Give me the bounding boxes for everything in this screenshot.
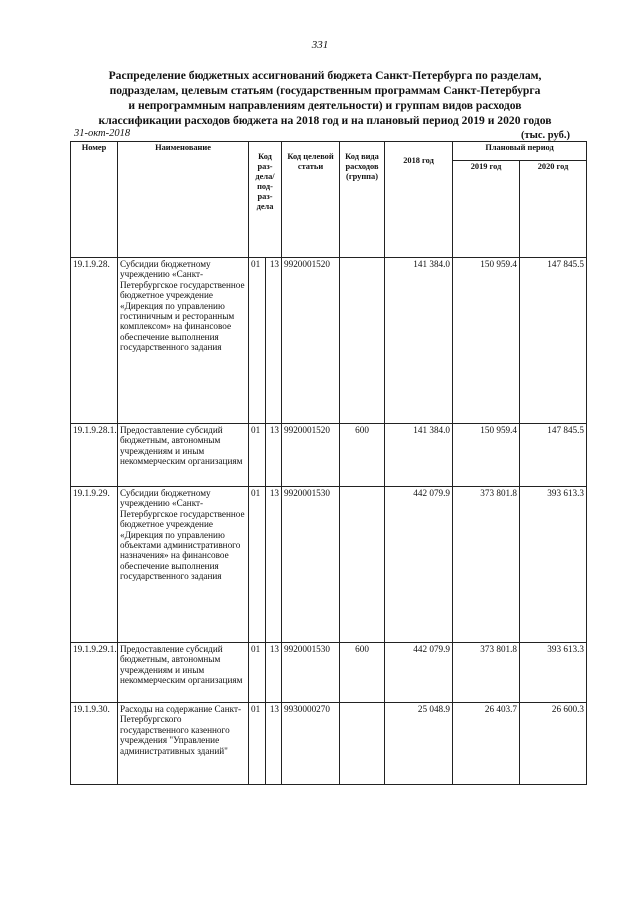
row-name: Предоставление субсидий бюджетным, автономным учреждениям и иным некоммерческим организациям: [118, 424, 249, 487]
row-name: Субсидии бюджетному учреждению «Санкт-Петербургское государственное бюджетное учреждение «Дирекция по управлению гостиничным и ресторанным комплексом» на финансовое обеспечение выполнения государственного задания: [118, 258, 249, 424]
row-amount-2019: 26 403.7: [453, 703, 520, 785]
document-title: [60, 68, 590, 128]
row-expense-type: 600: [340, 424, 385, 487]
row-amount-2019: 373 801.8: [453, 487, 520, 643]
row-expense-type: [340, 703, 385, 785]
row-razdel: 01: [249, 703, 266, 785]
header-razdel: Код раз-дела/ под-раз-дела: [249, 142, 282, 258]
row-amount-2018: 442 079.9: [385, 643, 453, 703]
header-2019: 2019 год: [453, 160, 520, 257]
document-date: 31-окт-2018: [74, 128, 131, 139]
row-amount-2018: 442 079.9: [385, 487, 453, 643]
row-expense-type: [340, 258, 385, 424]
header-plan-period: Плановый период: [453, 142, 587, 161]
row-amount-2019: 150 959.4: [453, 258, 520, 424]
row-amount-2019: 373 801.8: [453, 643, 520, 703]
row-razdel: 01: [249, 424, 266, 487]
row-name: Субсидии бюджетному учреждению «Санкт-Петербургское государственное бюджетное учреждение «Дирекция по управлению объектами административного назначения» на финансовое обеспечение выполнения государственного задания: [118, 487, 249, 643]
header-name: Наименование: [118, 142, 249, 258]
row-amount-2020: 147 845.5: [520, 424, 587, 487]
row-name: Предоставление субсидий бюджетным, автономным учреждениям и иным некоммерческим организациям: [118, 643, 249, 703]
table-row: [71, 703, 587, 785]
row-target-article: 9920001520: [282, 258, 340, 424]
row-amount-2020: 393 613.3: [520, 487, 587, 643]
row-razdel: 01: [249, 643, 266, 703]
row-target-article: 9920001520: [282, 424, 340, 487]
table-row: [71, 643, 587, 703]
row-razdel: 01: [249, 487, 266, 643]
row-podrazdel: 13: [266, 258, 282, 424]
row-target-article: 9920001530: [282, 643, 340, 703]
row-expense-type: [340, 487, 385, 643]
row-razdel: 01: [249, 258, 266, 424]
row-target-article: 9930000270: [282, 703, 340, 785]
row-expense-type: 600: [340, 643, 385, 703]
row-name: Расходы на содержание Санкт-Петербургского государственного казенного учреждения "Управление административных зданий": [118, 703, 249, 785]
row-podrazdel: 13: [266, 487, 282, 643]
header-number: Номер: [71, 142, 118, 258]
title-line: подразделам, целевым статьям (государственным программам Санкт-Петербурга: [109, 84, 541, 97]
row-amount-2018: 141 384.0: [385, 424, 453, 487]
row-amount-2020: 393 613.3: [520, 643, 587, 703]
row-amount-2020: 26 600.3: [520, 703, 587, 785]
header-expense-type: Код вида расходов (группа): [340, 142, 385, 258]
title-line: и непрограммным направлениям деятельности) и группам видов расходов: [128, 99, 522, 112]
header-target-article: Код целевой статьи: [282, 142, 340, 258]
row-podrazdel: 13: [266, 643, 282, 703]
row-number: 19.1.9.29.1.: [71, 643, 118, 703]
row-number: 19.1.9.28.: [71, 258, 118, 424]
table-row: [71, 487, 587, 643]
title-line: Распределение бюджетных ассигнований бюджета Санкт-Петербурга по разделам,: [108, 69, 542, 82]
title-line: классификации расходов бюджета на 2018 год и на плановый период 2019 и 2020 годов: [98, 114, 552, 127]
row-number: 19.1.9.28.1.: [71, 424, 118, 487]
row-amount-2018: 25 048.9: [385, 703, 453, 785]
units-label: (тыс. руб.): [521, 130, 570, 141]
row-number: 19.1.9.29.: [71, 487, 118, 643]
table-row: [71, 258, 587, 424]
row-amount-2018: 141 384.0: [385, 258, 453, 424]
header-2018: 2018 год: [385, 142, 453, 258]
row-amount-2019: 150 959.4: [453, 424, 520, 487]
row-podrazdel: 13: [266, 703, 282, 785]
table-row: [71, 424, 587, 487]
row-podrazdel: 13: [266, 424, 282, 487]
row-number: 19.1.9.30.: [71, 703, 118, 785]
row-amount-2020: 147 845.5: [520, 258, 587, 424]
budget-table: [70, 141, 587, 785]
page-number: 331: [311, 39, 329, 51]
header-2020: 2020 год: [520, 160, 587, 257]
row-target-article: 9920001530: [282, 487, 340, 643]
